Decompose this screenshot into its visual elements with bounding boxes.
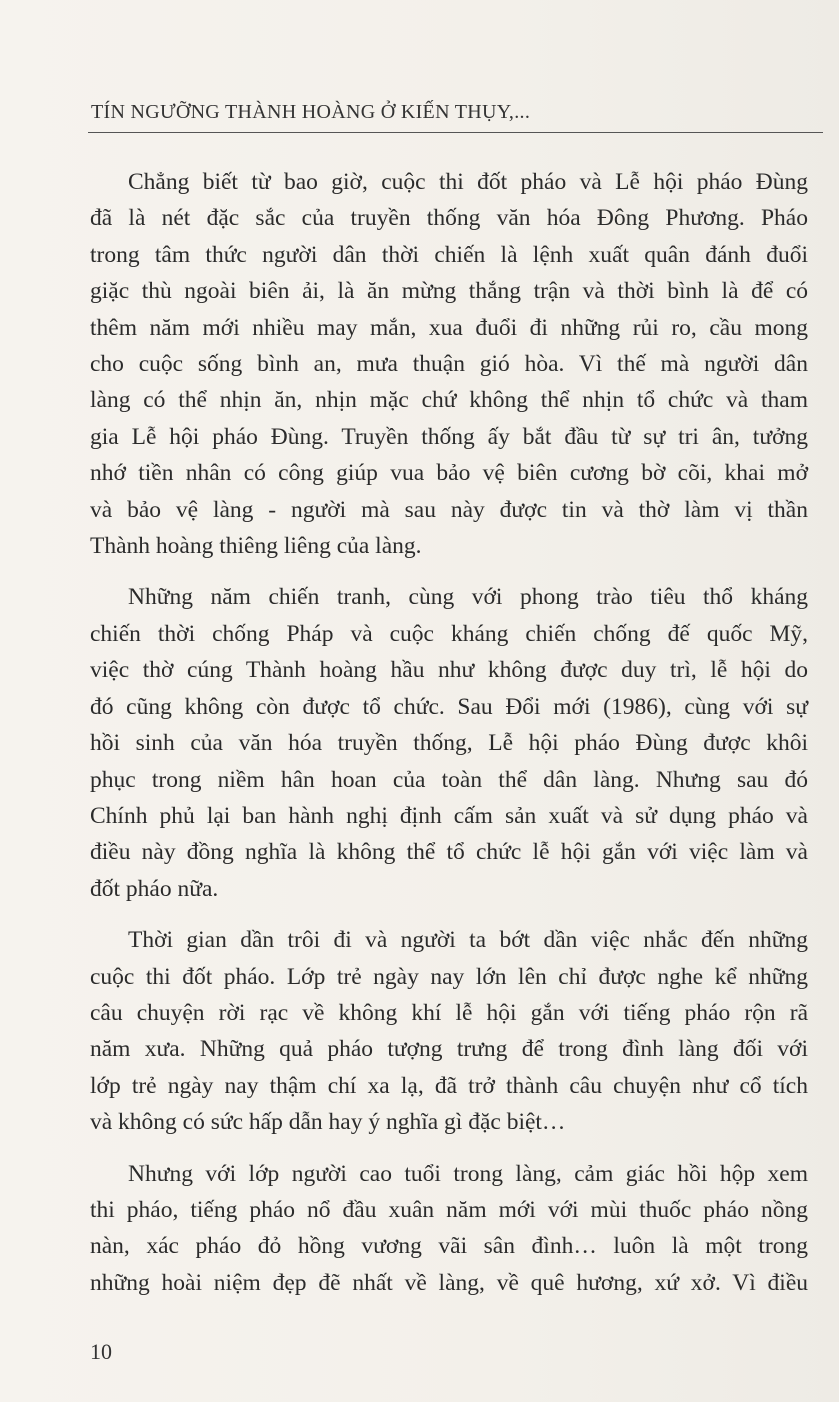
text-line: cho cuộc sống bình an, mưa thuận gió hòa. Vì thế mà người dân: [90, 351, 808, 378]
text-line: năm xưa. Những quả pháo tượng trưng để trong đình làng đối với: [90, 1036, 808, 1063]
text-line: những hoài niệm đẹp đẽ nhất về làng, về quê hương, xứ xở. Vì điều: [90, 1269, 808, 1296]
text-line: câu chuyện rời rạc về không khí lễ hội gắn với tiếng pháo rộn rã: [90, 999, 808, 1026]
paragraph-3: [90, 922, 808, 1140]
page-number: 10: [90, 1339, 112, 1364]
text-line: chiến thời chống Pháp và cuộc kháng chiến chống đế quốc Mỹ,: [90, 620, 808, 647]
text-line: trong tâm thức người dân thời chiến là lệnh xuất quân đánh đuổi: [90, 241, 808, 268]
text-line: nhớ tiền nhân có công giúp vua bảo vệ biên cương bờ cõi, khai mở: [90, 460, 808, 487]
text-line: làng có thể nhịn ăn, nhịn mặc chứ không thể nhịn tổ chức và tham: [90, 387, 808, 414]
paragraph-4: [90, 1156, 808, 1302]
text-line: đã là nét đặc sắc của truyền thống văn hóa Đông Phương. Pháo: [90, 205, 808, 232]
text-line: việc thờ cúng Thành hoàng hầu như không được duy trì, lễ hội do: [90, 657, 808, 684]
text-line: đốt pháo nữa.: [90, 875, 219, 902]
text-line: thi pháo, tiếng pháo nổ đầu xuân năm mới với mùi thuốc pháo nồng: [90, 1196, 808, 1223]
paragraph-1: [90, 164, 808, 564]
text-line: Chính phủ lại ban hành nghị định cấm sản xuất và sử dụng pháo và: [90, 802, 808, 829]
text-line: phục trong niềm hân hoan của toàn thể dân làng. Nhưng sau đó: [90, 766, 808, 793]
text-line: gia Lễ hội pháo Đùng. Truyền thống ấy bắt đầu từ sự tri ân, tưởng: [90, 423, 808, 450]
text-line: Chẳng biết từ bao giờ, cuộc thi đốt pháo và Lễ hội pháo Đùng: [128, 169, 808, 195]
text-line: cuộc thi đốt pháo. Lớp trẻ ngày nay lớn lên chỉ được nghe kể những: [90, 963, 808, 990]
text-line: Những năm chiến tranh, cùng với phong trào tiêu thổ kháng: [128, 584, 808, 611]
paragraph-2: [90, 579, 808, 907]
text-line: đó cũng không còn được tổ chức. Sau Đổi mới (1986), cùng với sự: [90, 693, 808, 720]
text-line: và bảo vệ làng - người mà sau này được tin và thờ làm vị thần: [90, 496, 808, 523]
text-line: hồi sinh của văn hóa truyền thống, Lễ hội pháo Đùng được khôi: [90, 730, 808, 757]
text-line: nàn, xác pháo đỏ hồng vương vãi sân đình… luôn là một trong: [90, 1233, 808, 1260]
header-rule: [88, 132, 823, 133]
body-text: [90, 164, 808, 1301]
text-line: điều này đồng nghĩa là không thể tổ chức lễ hội gắn với việc làm và: [90, 839, 808, 866]
text-line: Thành hoàng thiêng liêng của làng.: [90, 533, 422, 560]
running-header: TÍN NGƯỠNG THÀNH HOÀNG Ở KIẾN THỤY,...: [91, 101, 531, 123]
text-line: thêm năm mới nhiều may mắn, xua đuổi đi những rủi ro, cầu mong: [90, 314, 808, 341]
text-line: Nhưng với lớp người cao tuổi trong làng, cảm giác hồi hộp xem: [128, 1160, 808, 1187]
text-line: Thời gian dần trôi đi và người ta bớt dần việc nhắc đến những: [128, 927, 808, 954]
text-line: và không có sức hấp dẫn hay ý nghĩa gì đặc biệt…: [90, 1109, 566, 1136]
text-line: lớp trẻ ngày nay thậm chí xa lạ, đã trở thành câu chuyện như cổ tích: [90, 1072, 808, 1099]
text-line: giặc thù ngoài biên ải, là ăn mừng thắng trận và thời bình là để có: [90, 278, 808, 305]
